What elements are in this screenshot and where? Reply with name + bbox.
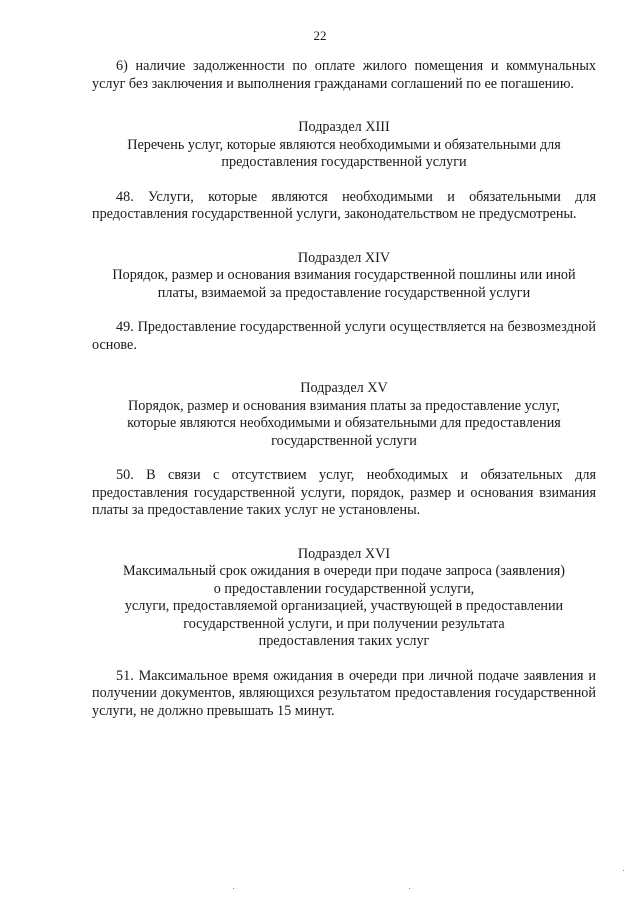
subsection-heading-xv [92, 380, 596, 450]
subsection-heading-xiv [92, 250, 596, 303]
subsection-title: Подраздел XVI [297, 545, 391, 562]
subsection-title: Подраздел XIII [298, 119, 390, 135]
subsection-heading-line: платы, взимаемой за предоставление государственной услуги [157, 284, 531, 301]
subsection-heading-line: Порядок, размер и основания взимания платы за предоставление услуг, [128, 397, 560, 414]
paragraph-49: 49. Предоставление государственной услуги осуществляется на безвозмездной основе. [92, 319, 596, 353]
subsection-heading-line: предоставления государственной услуги [221, 154, 467, 170]
subsection-heading-line: о предоставлении государственной услуги, [213, 580, 475, 597]
paragraph-50: 50. В связи с отсутствием услуг, необходимых и обязательных для предоставления государственной услуги, порядок, размер и основания взимания платы за предоставление таких услуг не установлены. [92, 467, 596, 518]
subsection-heading-xvi [92, 546, 596, 651]
subsection-heading-line: государственной услуги [271, 432, 417, 449]
subsection-heading-line: Перечень услуг, которые являются необходимыми и обязательными для [127, 136, 561, 153]
subsection-title: Подраздел XIV [297, 249, 391, 266]
document-body [92, 58, 596, 720]
page-number: 22 [313, 28, 327, 43]
paragraph-48: 48. Услуги, которые являются необходимыми и обязательными для предоставления государственной услуги, законодательством не предусмотрены. [92, 188, 596, 222]
subsection-heading-xiii [92, 119, 596, 172]
paragraph-item-6: 6) наличие задолженности по оплате жилого помещения и коммунальных услуг без заключения и выполнения гражданами соглашений по ее погашению. [92, 58, 596, 92]
scan-speck [233, 888, 234, 889]
scan-speck [623, 870, 624, 871]
subsection-heading-line: государственной услуги, и при получении результата [183, 615, 505, 632]
subsection-heading-line: Порядок, размер и основания взимания государственной пошлины или иной [112, 267, 576, 283]
subsection-title: Подраздел XV [300, 380, 388, 396]
subsection-heading-line: услуги, предоставляемой организацией, участвующей в предоставлении [124, 598, 564, 614]
scan-speck [409, 888, 410, 889]
subsection-heading-line: предоставления таких услуг [258, 633, 430, 649]
paragraph-51: 51. Максимальное время ожидания в очереди при личной подаче заявления и получении документов, являющихся результатом предоставления государственной услуги, не должно превышать 15 минут. [92, 667, 596, 719]
subsection-heading-line: которые являются необходимыми и обязательными для предоставления [127, 415, 561, 431]
subsection-heading-line: Максимальный срок ожидания в очереди при подаче запроса (заявления) [123, 563, 565, 579]
